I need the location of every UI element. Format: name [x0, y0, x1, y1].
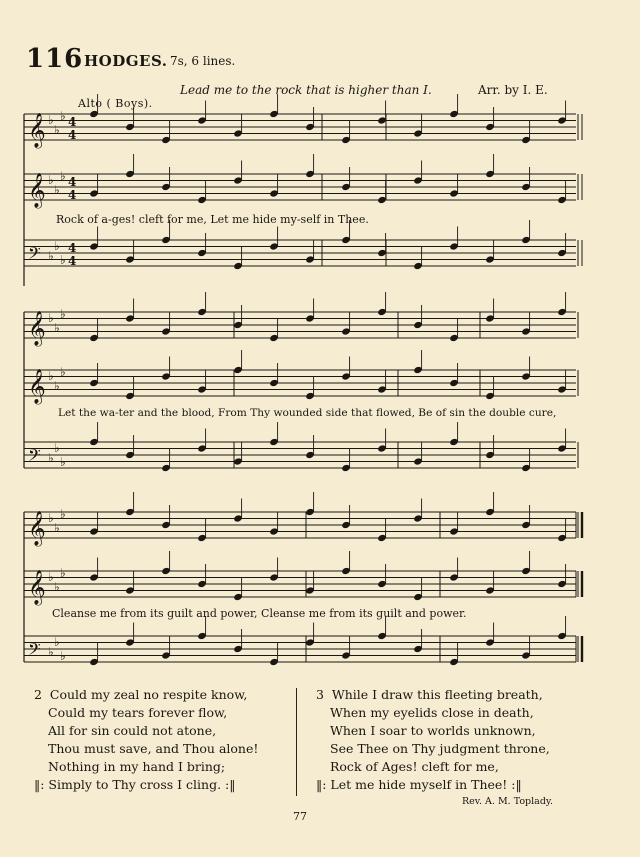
verse-3-line: See Thee on Thy judgment throne, — [330, 741, 550, 756]
tune-name: HODGES. — [84, 52, 168, 70]
treble-clef-icon: 𝄞 — [28, 173, 46, 208]
flat-icon: ♭ — [48, 113, 54, 127]
treble-clef-icon: 𝄞 — [28, 311, 46, 346]
verse-3-number: 3 — [316, 687, 324, 702]
flat-icon: ♭ — [48, 511, 54, 525]
flat-icon: ♭ — [54, 239, 60, 253]
flat-icon: ♭ — [48, 451, 54, 465]
flat-icon: ♭ — [48, 311, 54, 325]
flat-icon: ♭ — [54, 123, 60, 137]
verse-divider — [296, 688, 297, 796]
flat-icon: ♭ — [60, 365, 66, 379]
flat-icon: ♭ — [60, 649, 66, 663]
arranger-credit: Arr. by I. E. — [478, 83, 548, 97]
verse-3-line: Rock of Ages! cleft for me, — [330, 759, 499, 774]
verse-2-line: Could my tears forever flow, — [48, 705, 228, 720]
flat-icon: ♭ — [48, 570, 54, 584]
verse-2-line: Nothing in my hand I bring; — [48, 759, 226, 774]
flat-icon: ♭ — [54, 183, 60, 197]
verse-3-line: When I soar to worlds unknown, — [330, 723, 536, 738]
flat-icon: ♭ — [54, 321, 60, 335]
flat-icon: ♭ — [60, 253, 66, 267]
verse-3-line: ‖: Let me hide myself in Thee! :‖ — [316, 777, 522, 792]
flat-icon: ♭ — [60, 507, 66, 521]
verse-3-line: When my eyelids close in death, — [330, 705, 534, 720]
flat-icon: ♭ — [60, 307, 66, 321]
time-signature: 4 — [68, 254, 77, 268]
time-signature: 4 — [68, 175, 77, 189]
meter: 7s, 6 lines. — [170, 54, 236, 68]
flat-icon: ♭ — [48, 249, 54, 263]
verse-3-line — [316, 686, 550, 704]
flat-icon: ♭ — [60, 566, 66, 580]
verse-2-line — [34, 686, 258, 704]
part-label: Alto ( Boys). — [78, 97, 153, 110]
bass-clef-icon: 𝄢 — [28, 445, 41, 469]
flat-icon: ♭ — [54, 379, 60, 393]
time-signature: 4 — [68, 115, 77, 129]
flat-icon: ♭ — [60, 169, 66, 183]
page-number: 77 — [293, 810, 307, 823]
flat-icon: ♭ — [60, 109, 66, 123]
verse-2-line: Thou must save, and Thou alone! — [48, 741, 259, 756]
verse-3-text: While I draw this fleeting breath, — [331, 687, 543, 702]
verse-2 — [34, 686, 258, 794]
time-signature: 4 — [68, 128, 77, 142]
time-signature: 4 — [68, 188, 77, 202]
lyric-line-3: Cleanse me from its guilt and power, Cleanse me from its guilt and power. — [52, 607, 467, 620]
time-signature: 4 — [68, 241, 77, 255]
lyric-line-1: Rock of a-ges! cleft for me, Let me hide my-self in Thee. — [56, 213, 369, 226]
verse-2-line: All for sin could not atone, — [48, 723, 217, 738]
flat-icon: ♭ — [60, 455, 66, 469]
flat-icon: ♭ — [48, 173, 54, 187]
bass-clef-icon: 𝄢 — [28, 639, 41, 663]
treble-clef-icon: 𝄞 — [28, 369, 46, 404]
flat-icon: ♭ — [54, 580, 60, 594]
bass-clef-icon: 𝄢 — [28, 243, 41, 267]
flat-icon: ♭ — [48, 645, 54, 659]
scripture-tagline: Lead me to the rock that is higher than I. — [180, 83, 432, 97]
flat-icon: ♭ — [48, 369, 54, 383]
treble-clef-icon: 𝄞 — [28, 511, 46, 546]
flat-icon: ♭ — [54, 635, 60, 649]
lyric-line-2: Let the wa-ter and the blood, From Thy wounded side that flowed, Be of sin the double cure, — [58, 407, 557, 419]
flat-icon: ♭ — [54, 521, 60, 535]
author-credit: Rev. A. M. Toplady. — [462, 796, 554, 807]
treble-clef-icon: 𝄞 — [28, 570, 46, 605]
hymn-number: 116 — [26, 44, 84, 74]
flat-icon: ♭ — [54, 441, 60, 455]
verse-2-number: 2 — [34, 687, 42, 702]
verse-2-text: Could my zeal no respite know, — [49, 687, 248, 702]
treble-clef-icon: 𝄞 — [28, 113, 46, 148]
verse-2-line: ‖: Simply to Thy cross I cling. :‖ — [34, 777, 236, 792]
verse-3 — [316, 686, 550, 794]
